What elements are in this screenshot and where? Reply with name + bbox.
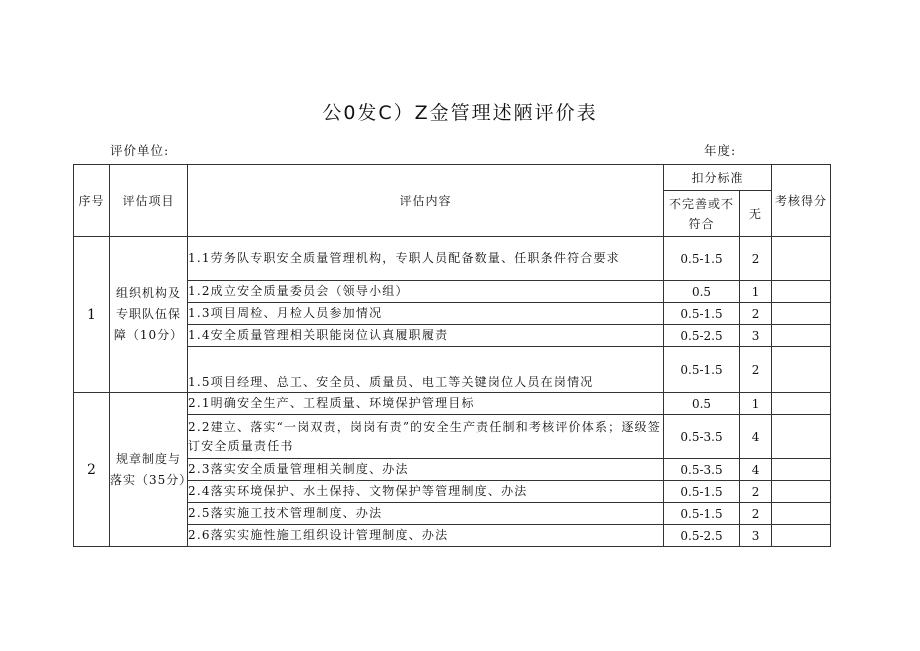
row-content: 1.3项目周检、月检人员参加情况	[188, 303, 664, 325]
row-none: 4	[740, 459, 772, 481]
page-title: 公0发C）Z金管理述陋评价表	[322, 102, 598, 124]
row-content: 1.2成立安全质量委员会（领导小组）	[188, 281, 664, 303]
row-incomplete: 0.5-1.5	[664, 237, 740, 281]
row-none: 2	[740, 503, 772, 525]
header-row	[74, 165, 831, 191]
header-no: 序号	[74, 165, 110, 237]
row-none: 1	[740, 393, 772, 415]
header-incomplete: 不完善或不符合	[664, 191, 740, 237]
row-none: 2	[740, 237, 772, 281]
row-score[interactable]	[772, 325, 831, 347]
row-score[interactable]	[772, 303, 831, 325]
row-incomplete: 0.5-3.5	[664, 459, 740, 481]
evaluation-table	[73, 164, 831, 547]
row-content: 2.3落实安全质量管理相关制度、办法	[188, 459, 664, 481]
row-content: 1.5项目经理、总工、安全员、质量员、电工等关键岗位人员在岗情况	[188, 347, 664, 393]
section-number: 1	[74, 237, 110, 393]
section-category: 组织机构及专职队伍保障（10分）	[110, 237, 188, 393]
row-content: 1.1劳务队专职安全质量管理机构，专职人员配备数量、任职条件符合要求	[188, 237, 664, 281]
header-item: 评估项目	[110, 165, 188, 237]
section-category: 规章制度与落实（35分）	[110, 393, 188, 547]
table-row	[74, 281, 831, 303]
table-row	[74, 325, 831, 347]
table-row	[74, 525, 831, 547]
row-none: 3	[740, 525, 772, 547]
row-none: 3	[740, 325, 772, 347]
row-score[interactable]	[772, 503, 831, 525]
row-none: 2	[740, 347, 772, 393]
row-incomplete: 0.5-1.5	[664, 303, 740, 325]
row-content: 1.4安全质量管理相关职能岗位认真履职履责	[188, 325, 664, 347]
table-row	[74, 347, 831, 393]
header-score: 考核得分	[772, 165, 831, 237]
row-none: 2	[740, 303, 772, 325]
row-none: 4	[740, 415, 772, 459]
row-incomplete: 0.5-2.5	[664, 525, 740, 547]
header-content: 评估内容	[188, 165, 664, 237]
row-incomplete: 0.5-1.5	[664, 503, 740, 525]
row-none: 2	[740, 481, 772, 503]
table-row	[74, 237, 831, 281]
row-score[interactable]	[772, 459, 831, 481]
row-score[interactable]	[772, 347, 831, 393]
table-row	[74, 415, 831, 459]
table-row	[74, 303, 831, 325]
row-score[interactable]	[772, 393, 831, 415]
year-label: 年度:	[704, 143, 737, 158]
table-row	[74, 481, 831, 503]
row-content: 2.2建立、落实“一岗双责，岗岗有责”的安全生产责任制和考核评价体系；逐级签订安全质量责任书	[188, 415, 664, 459]
row-score[interactable]	[772, 237, 831, 281]
section-number: 2	[74, 393, 110, 547]
header-deduction: 扣分标准	[664, 165, 772, 191]
row-incomplete: 0.5-1.5	[664, 481, 740, 503]
row-content: 2.5落实施工技术管理制度、办法	[188, 503, 664, 525]
row-score[interactable]	[772, 525, 831, 547]
table-row	[74, 459, 831, 481]
row-content: 2.1明确安全生产、工程质量、环境保护管理目标	[188, 393, 664, 415]
row-incomplete: 0.5-2.5	[664, 325, 740, 347]
row-score[interactable]	[772, 281, 831, 303]
table-row	[74, 393, 831, 415]
row-incomplete: 0.5	[664, 393, 740, 415]
row-none: 1	[740, 281, 772, 303]
header-none: 无	[740, 191, 772, 237]
row-content: 2.4落实环境保护、水土保持、文物保护等管理制度、办法	[188, 481, 664, 503]
row-content: 2.6落实实施性施工组织设计管理制度、办法	[188, 525, 664, 547]
row-score[interactable]	[772, 415, 831, 459]
evaluation-unit-label: 评价单位:	[110, 143, 170, 158]
row-score[interactable]	[772, 481, 831, 503]
row-incomplete: 0.5-1.5	[664, 347, 740, 393]
row-incomplete: 0.5-3.5	[664, 415, 740, 459]
row-incomplete: 0.5	[664, 281, 740, 303]
table-row	[74, 503, 831, 525]
